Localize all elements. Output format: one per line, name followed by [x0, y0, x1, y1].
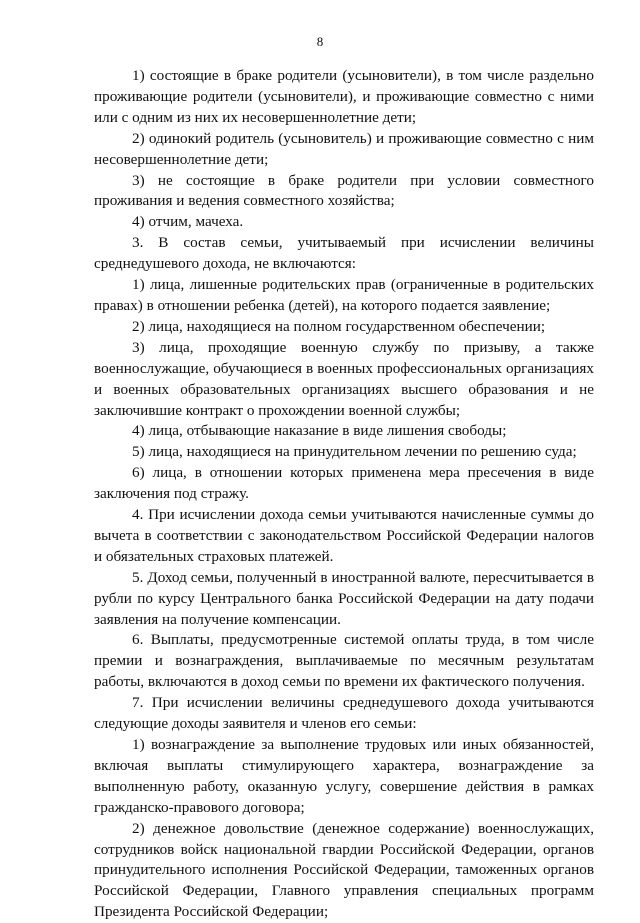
paragraph-1-4-stepparents: 4) отчим, мачеха. [132, 213, 244, 231]
paragraph-1-1-married-parents: 1) состоящие в браке родители (усыновители), в том числе раздельно проживающие родители (усыновители), и проживающие совместно с ними или с одним из них их несовершеннолетние дети; [94, 67, 594, 126]
paragraph-7-income-heading: 7. При исчислении величины среднедушевого дохода учитываются следующие доходы заявителя и членов его семьи: [94, 694, 594, 733]
paragraph-4-gross-income: 4. При исчислении дохода семьи учитываются начисленные суммы до вычета в соответствии с законодательством Российской Федерации налогов и обязательных страховых платежей. [94, 506, 594, 565]
document-body [94, 66, 594, 923]
paragraph-7-2-allowance: 2) денежное довольствие (денежное содержание) военнослужащих, сотрудников войск национальной гвардии Российской Федерации, органов принудительного исполнения Российской Федерации, таможенных органов Российской Федерации, Главного управления специальных программ Президента Российской Федерации; [94, 819, 594, 921]
paragraph-3-6-detention: 6) лица, в отношении которых применена мера пресечения в виде заключения под стражу. [94, 464, 594, 503]
paragraph-1-2-single-parent: 2) одинокий родитель (усыновитель) и проживающие совместно с ним несовершеннолетние дети; [94, 129, 594, 168]
paragraph-3-1-deprived-rights: 1) лица, лишенные родительских прав (ограниченные в родительских правах) в отношении ребенка (детей), на которого подается заявление; [94, 276, 594, 314]
paragraph-3-2-state-support: 2) лица, находящиеся на полном государственном обеспечении; [132, 317, 546, 335]
paragraph-1-3-unmarried-parents: 3) не состоящие в браке родители при условии совместного проживания и ведения совместного хозяйства; [94, 171, 594, 210]
paragraph-6-payroll-payments: 6. Выплаты, предусмотренные системой оплаты труда, в том числе премии и вознаграждения, выплачиваемые по месячным результатам работы, включаются в доход семьи по времени их фактического получения. [94, 631, 594, 691]
paragraph-3-3-military-service: 3) лица, проходящие военную службу по призыву, а также военнослужащие, обучающиеся в военных профессиональных организациях и военных образовательных организациях высшего образования и не заключившие контракт о прохождении военной службы; [94, 338, 594, 419]
paragraph-3-5-compulsory-treatment: 5) лица, находящиеся на принудительном лечении по решению суда; [132, 443, 577, 461]
paragraph-3-4-imprisonment: 4) лица, отбывающие наказание в виде лишения свободы; [132, 422, 507, 440]
paragraph-5-foreign-currency: 5. Доход семьи, полученный в иностранной валюте, пересчитывается в рубли по курсу Центрального банка Российской Федерации на дату подачи заявления на получение компенсации. [94, 568, 594, 628]
paragraph-3-exclusions-heading: 3. В состав семьи, учитываемый при исчислении величины среднедушевого дохода, не включаются: [94, 234, 594, 273]
page-number: 8 [316, 34, 324, 49]
paragraph-7-1-remuneration: 1) вознаграждение за выполнение трудовых или иных обязанностей, включая выплаты стимулирующего характера, вознаграждение за выполненную работу, оказанную услугу, совершение действия в рамках гражданско-правового договора; [94, 736, 594, 816]
